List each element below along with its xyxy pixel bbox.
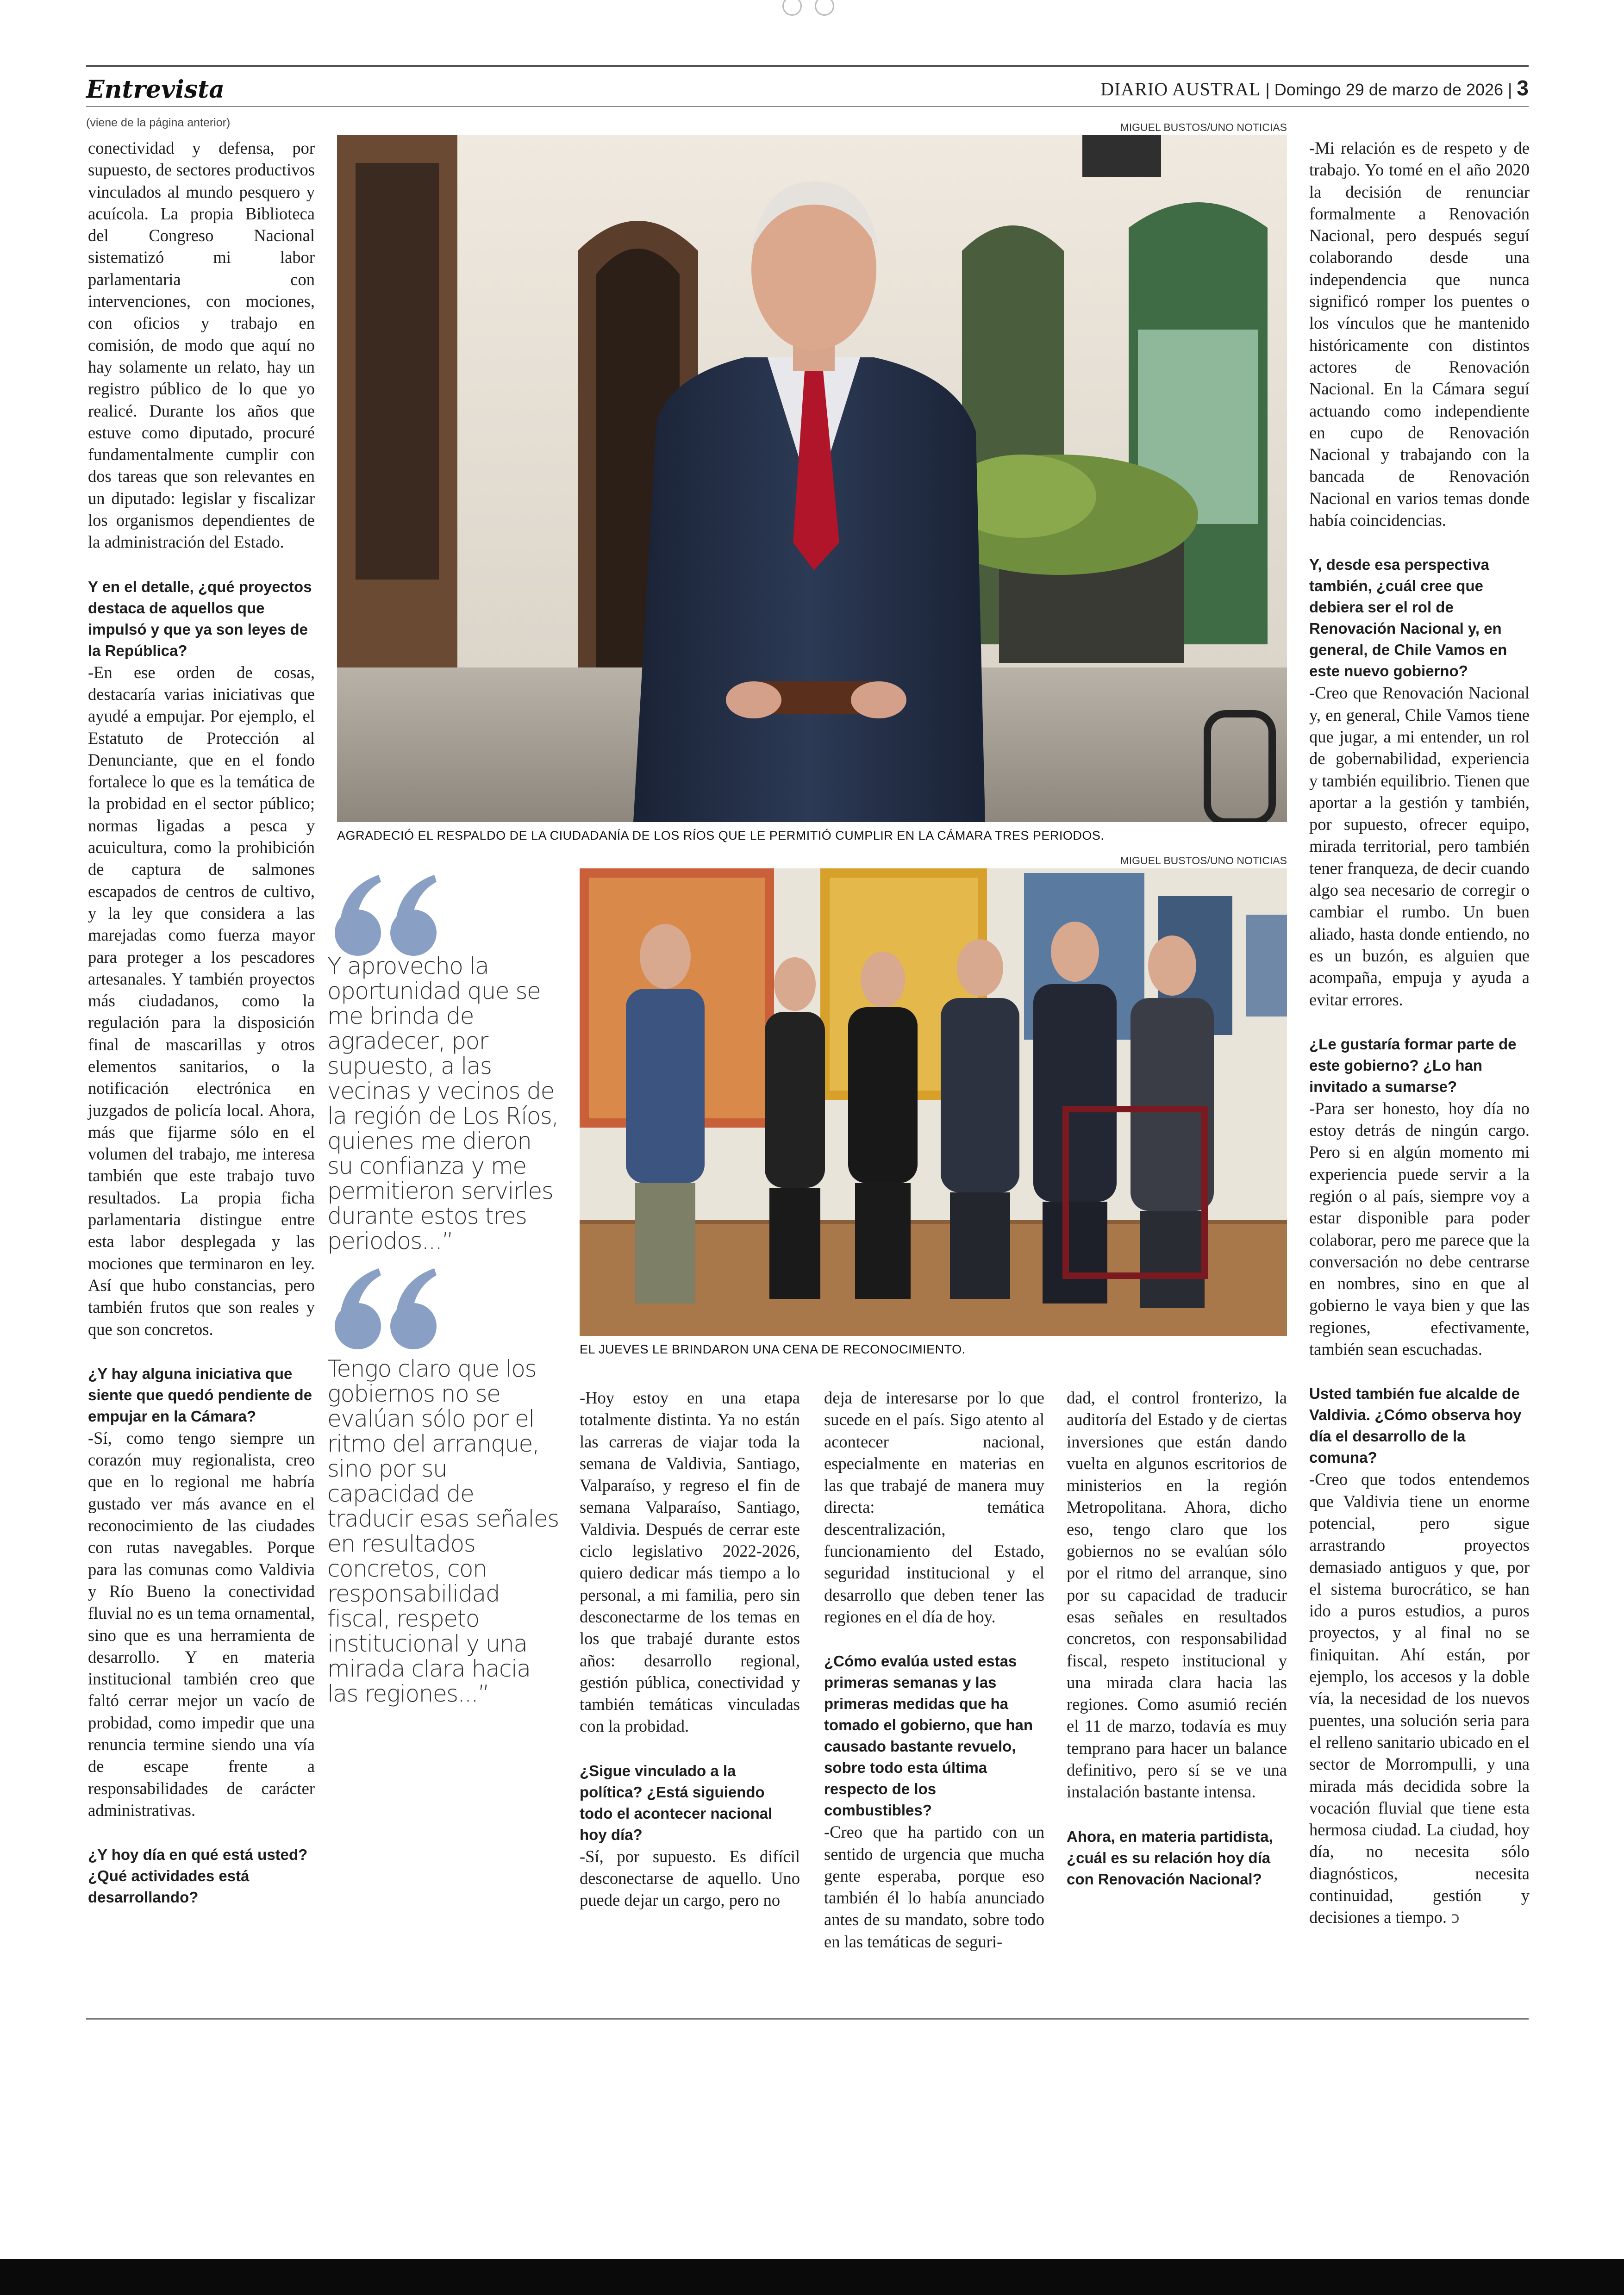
question-heading: ¿Sigue vinculado a la política? ¿Está siguiendo todo el acontecer nacional hoy día? <box>580 1762 773 1843</box>
question-heading: Y, desde esa perspectiva también, ¿cuál cree que debiera ser el rol de Renovación Nacional y, en general, de Chile Vamos en este nuevo gobierno? <box>1309 556 1507 680</box>
masthead: DIARIO AUSTRAL | Domingo 29 de marzo de 2026 | 3 <box>1100 76 1529 100</box>
continued-note: (viene de la página anterior) <box>86 116 231 129</box>
answer-paragraph: deja de interesarse por lo que sucede en el país. Sigo atento al acontecer nacional, especialmente en materias en las que trabajé de manera muy directa: temática descentralización, funcionamiento del Estado, seguridad institucional y el desarrollo que deben tener las regiones en el día de hoy. <box>824 1388 1044 1626</box>
publication-name: DIARIO AUSTRAL <box>1100 79 1261 100</box>
answer-paragraph: -Hoy estoy en una etapa totalmente distinta. Ya no están las carreras de viajar toda la semana de Valdivia, Santiago, Valparaíso, y regreso el fin de semana Valparaíso, Santiago, Valdivia. Después de cerrar este ciclo legislativo 2022-2026, quiero dedicar más tiempo a lo personal, a mi familia, pero sin desconectarme de los temas en los que trabajé durante estos años: desarrollo regional, gestión pública, conectividad y también temáticas vinculadas con la probidad. <box>580 1388 800 1736</box>
answer-paragraph: -En ese orden de cosas, destacaría varias iniciativas que ayudé a empujar. Por ejemplo, el Estatuto de Protección al Denunciante, que en el fondo fortalece lo que es la temática de la probidad en el sector público; normas ligadas a pesca y acuicultura, como la prohibición de captura de salmones escapados de centros de cultivo, y la ley que considera a las marejadas como fuerza mayor para proteger a los pescadores artesanales. Y también proyectos más ciudadanos, como la regulación para la disposición final de mascarillas y otros elementos sanitarios, o la notificación electrónica en juzgados de policía local. Ahora, más que fijarme sólo en el volumen del trabajo, me interesa también que este trabajo tuvo resultados. La propia ficha parlamentaria distingue entre esta labor desplegada y las mociones que terminaron en ley. Así que hubo constancias, pero también frutos que son reales y que son concretos. <box>88 662 315 1339</box>
question-heading: ¿Y hoy día en qué está usted? ¿Qué actividades está desarrollando? <box>88 1846 308 1906</box>
photo-caption: AGRADECIÓ EL RESPALDO DE LA CIUDADANÍA DE LOS RÍOS QUE LE PERMITIÓ CUMPLIR EN LA CÁMARA TRES PERIODOS. <box>337 829 1105 842</box>
article-column-6 <box>1309 137 1530 1929</box>
question-heading: Usted también fue alcalde de Valdivia. ¿Cómo observa hoy día el desarrollo de la comuna? <box>1309 1385 1522 1466</box>
portrait-photo <box>337 135 1287 822</box>
answer-paragraph: -Creo que Renovación Nacional y, en general, Chile Vamos tiene que jugar, a mi entender, un rol de gobernabilidad, experiencia y también equilibrio. Tienen que aportar a la gestión y también, por supuesto, ofrecer equipo, mirada territorial, pero también tener franqueza, de decir cuando algo sea necesario de corregir o cambiar el rumbo. Un buen aliado, hasta donde entiendo, no es un buzón, es alguien que acompaña, empuja y ayuda a evitar errores. <box>1309 683 1530 1009</box>
article-column-5 <box>1067 1387 1287 1890</box>
question-heading: ¿Y hay alguna iniciativa que siente que quedó pendiente de empujar en la Cámara? <box>88 1365 312 1425</box>
header-rule <box>86 106 1529 107</box>
question-heading: ¿Cómo evalúa usted estas primeras semanas y las primeras medidas que ha tomado el gobierno, que han causado bastante revuelo, sobre todo esta última respecto de los combustibles? <box>824 1653 1033 1819</box>
pull-quote: Tengo claro que los gobiernos no se evalúan sólo por el ritmo del arranque, sino por su capacidad de traducir esas señales en resultados concretos, con responsabilidad fiscal, respeto institucional y una mirada clara hacia las regiones...” <box>327 1355 559 1707</box>
portrait-photo-image <box>337 135 1287 822</box>
final-answer-text: -Creo que todos entendemos que Valdivia tiene un enorme potencial, pero sigue arrastrando proyectos demasiado antiguos y que, por el sistema burocrático, se han ido a puros estudios, a puros proyectos, y al final no se finiquitan. Ahí están, por ejemplo, los accesos y la doble vía, la necesidad de los nuevos puentes, una solución seria para el relleno sanitario ubicado en el sector de Morrompulli, y una mirada más decidida sobre la vocación fluvial que tiene esta hermosa ciudad. La ciudad, hoy día, no necesita sólo diagnósticos, necesita continuidad, gestión y decisiones a tiempo. <box>1309 1470 1530 1927</box>
answer-paragraph: -Para ser honesto, hoy día no estoy detrás de ningún cargo. Pero si en algún momento mi experiencia puede servir a la región o al país, siempre voy a estar disponible para poder colaborar, pero me parece que la conversación no debe centrarse en nombres, sino en que al gobierno le vaya bien y que las regiones, efectivamente, también sean escuchadas. <box>1309 1098 1530 1359</box>
quote-mark-icon <box>332 870 443 958</box>
article-column-3 <box>580 1387 800 1911</box>
page-navigation <box>782 0 838 14</box>
pull-quote: Y aprovecho la oportunidad que se me brinda de agradecer, por supuesto, a las vecinas y vecinos de la región de Los Ríos, quienes me dieron su confianza y me permitieron servirles durante estos tres periodos...” <box>327 953 558 1254</box>
quote-mark-icon <box>332 1264 443 1352</box>
group-photo <box>580 868 1287 1336</box>
answer-paragraph <box>1309 1468 1530 1929</box>
answer-paragraph: dad, el control fronterizo, la auditoría del Estado y de ciertas inversiones que están dando vuelta en algunos escritorios de ministerios en la región Metropolitana. Ahora, dicho eso, tengo claro que los gobiernos no se evalúan sólo por el ritmo del arranque, sino por su capacidad de traducir esas señales en resultados concretos, con responsabilidad fiscal, respeto institucional y una mirada clara hacia las regiones. Como asumió recién el 11 de marzo, todavía es muy temprano para hacer un balance definitivo, pero sí se ve una instalación bastante intensa. <box>1067 1388 1287 1802</box>
answer-paragraph: -Mi relación es de respeto y de trabajo. Yo tomé en el año 2020 la decisión de renunciar formalmente a Renovación Nacional, pero después seguí colaborando desde una independencia que nunca significó romper los puentes o los vínculos que he mantenido históricamente con distintos actores de Renovación Nacional. En la Cámara seguí actuando como independiente en cupo de Renovación Nacional y trabajando con la bancada de Renovación Nacional en varios temas donde había coincidencias. <box>1309 138 1530 530</box>
answer-paragraph: conectividad y defensa, por supuesto, de sectores productivos vinculados al mundo pesquero y acuícola. La propia Biblioteca del Congreso Nacional sistematizó mi labor parlamentaria con intervenciones, con mociones, con oficios y trabajo en comisión, de modo que aquí no hay solamente un relato, hay un registro público de lo que yo realicé. Durante los años que estuve como diputado, procuré fundamentalmente cumplir con dos tareas que son relevantes en un diputado: legislar y fiscalizar los organismos dependientes de la administración del Estado. <box>88 138 315 552</box>
photo-credit: MIGUEL BUSTOS/UNO NOTICIAS <box>1120 121 1287 133</box>
answer-paragraph: -Sí, por supuesto. Es difícil desconectarse de aquello. Uno puede dejar un cargo, pero no <box>580 1846 800 1910</box>
question-heading: Y en el detalle, ¿qué proyectos destaca de aquellos que impulsó y que ya son leyes de la República? <box>88 578 312 659</box>
section-title: Entrevista <box>86 75 225 104</box>
next-page-icon[interactable] <box>815 0 834 16</box>
article-column-1 <box>88 137 315 1908</box>
page-header <box>86 65 1529 112</box>
viewer-bottom-bar <box>0 2259 1624 2295</box>
end-mark-icon: ↄ <box>1451 1908 1460 1927</box>
answer-paragraph: -Creo que ha partido con un sentido de urgencia que mucha gente esperaba, porque eso también él lo había anunciado antes de su mandato, sobre todo en las temáticas de seguri- <box>824 1822 1044 1951</box>
question-heading: ¿Le gustaría formar parte de este gobierno? ¿Lo han invitado a sumarse? <box>1309 1035 1517 1095</box>
page-number: 3 <box>1517 76 1529 100</box>
answer-paragraph: -Sí, como tengo siempre un corazón muy regionalista, creo que en lo regional me habría gustado ver más avance en el reconocimiento de las ciudades con rutas navegables. Porque para las comunas como Valdivia y Río Bueno la conectividad fluvial no es un tema ornamental, sino que es una herramienta de desarrollo. Y en materia institucional también creo que faltó cerrar mejor un vacío de probidad, como impedir que una renuncia termine siendo una vía de escape frente a responsabilidades de carácter administrativas. <box>88 1428 315 1820</box>
issue-date: Domingo 29 de marzo de 2026 <box>1274 80 1504 99</box>
photo-caption: EL JUEVES LE BRINDARON UNA CENA DE RECONOCIMIENTO. <box>580 1342 966 1356</box>
bottom-rule <box>86 2018 1529 2020</box>
question-heading: Ahora, en materia partidista, ¿cuál es su relación hoy día con Renovación Nacional? <box>1067 1827 1273 1888</box>
group-photo-image <box>580 868 1287 1336</box>
photo-credit: MIGUEL BUSTOS/UNO NOTICIAS <box>1120 854 1287 867</box>
prev-page-icon[interactable] <box>782 0 802 16</box>
article-column-4 <box>824 1387 1044 1952</box>
